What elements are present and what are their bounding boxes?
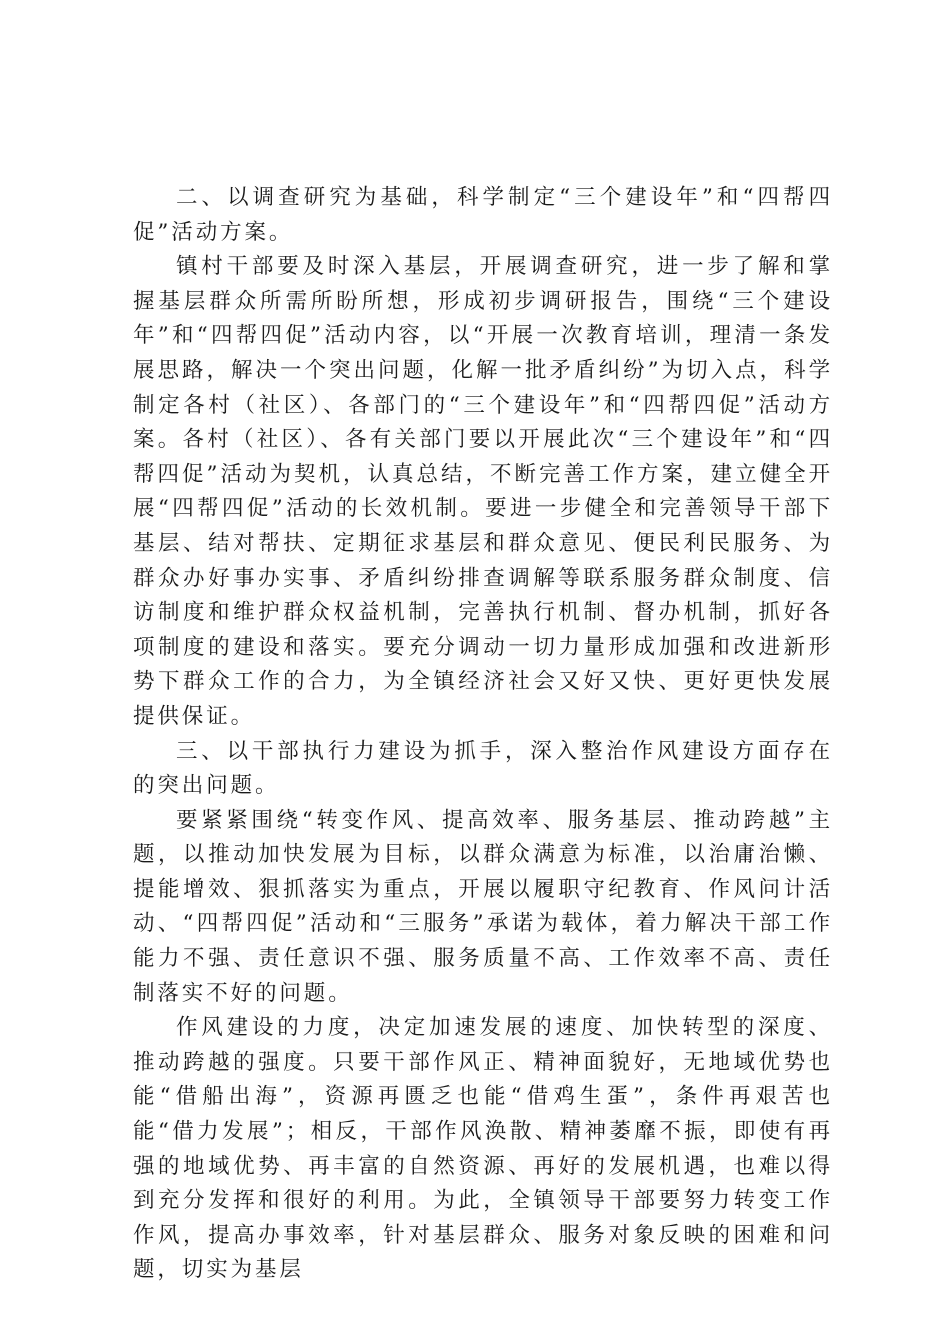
heading-section-three: 三、以干部执行力建设为抓手，深入整治作风建设方面存在的突出问题。 bbox=[133, 738, 833, 799]
body-paragraph: 要紧紧围绕“转变作风、提高效率、服务基层、推动跨越”主题，以推动加快发展为目标，以群众满意为标准，以治庸治懒、提能增效、狠抓落实为重点，开展以履职守纪教育、作风问计活动、“四帮四促”活动和“三服务”承诺为载体，着力解决干部工作能力不强、责任意识不强、服务质量不高、工作效率不高、责任制落实不好的问题。 bbox=[133, 807, 833, 1006]
body-paragraph: 作风建设的力度，决定加速发展的速度、加快转型的深度、推动跨越的强度。只要干部作风正、精神面貌好，无地域优势也能“借船出海”，资源再匮乏也能“借鸡生蛋”，条件再艰苦也能“借力发展”；相反，干部作风涣散、精神萎靡不振，即使有再强的地域优势、再丰富的自然资源、再好的发展机遇，也难以得到充分发挥和很好的利用。为此，全镇领导干部要努力转变工作作风，提高办事效率，针对基层群众、服务对象反映的困难和问题，切实为基层 bbox=[133, 1015, 833, 1283]
document-body bbox=[133, 181, 833, 1288]
body-paragraph: 镇村干部要及时深入基层，开展调查研究，进一步了解和掌握基层群众所需所盼所想，形成初步调研报告，围绕“三个建设年”和“四帮四促”活动内容，以“开展一次教育培训，理清一条发展思路，解决一个突出问题，化解一批矛盾纠纷”为切入点，科学制定各村（社区）、各部门的“三个建设年”和“四帮四促”活动方案。各村（社区）、各有关部门要以开展此次“三个建设年”和“四帮四促”活动为契机，认真总结，不断完善工作方案，建立健全开展“四帮四促”活动的长效机制。要进一步健全和完善领导干部下基层、结对帮扶、定期征求基层和群众意见、便民利民服务、为群众办好事办实事、矛盾纠纷排查调解等联系服务群众制度、信访制度和维护群众权益机制，完善执行机制、督办机制，抓好各项制度的建设和落实。要充分调动一切力量形成加强和改进新形势下群众工作的合力，为全镇经济社会又好又快、更好更快发展提供保证。 bbox=[133, 254, 833, 729]
heading-section-two: 二、以调查研究为基础，科学制定“三个建设年”和“四帮四促”活动方案。 bbox=[133, 185, 833, 245]
